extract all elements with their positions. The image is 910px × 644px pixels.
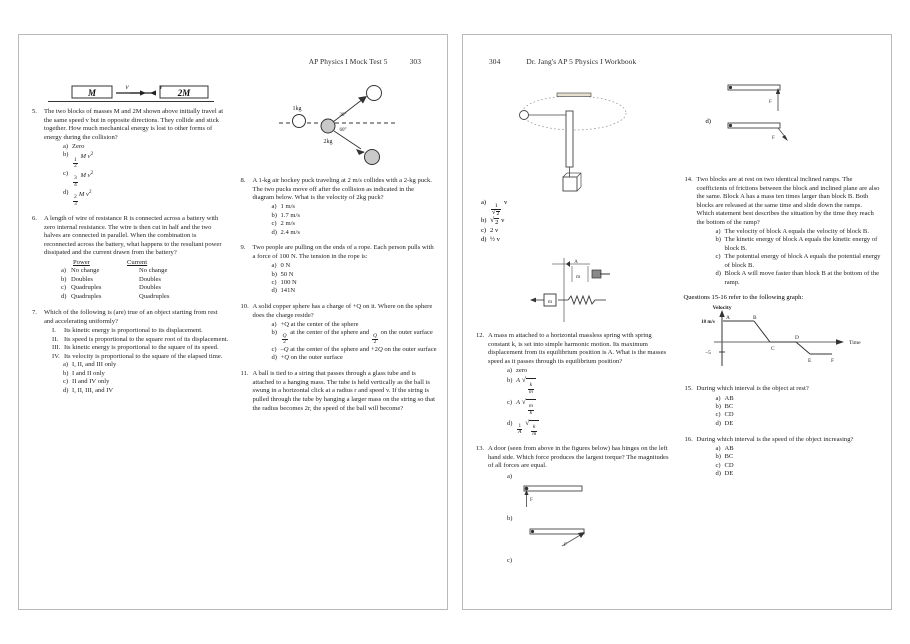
right-page-number: 304 xyxy=(489,57,501,66)
question-6-answer-table xyxy=(61,259,229,302)
choice-text: The potential energy of block A equals the potential energy of block B. xyxy=(724,253,881,269)
choice[interactable] xyxy=(272,321,438,329)
svg-text:30°: 30° xyxy=(339,113,347,118)
choice[interactable] xyxy=(481,236,673,244)
choice-label: d) xyxy=(63,386,69,394)
choice-label: b) xyxy=(507,377,513,385)
choice[interactable] xyxy=(272,220,438,228)
choice[interactable] xyxy=(716,411,882,419)
choice-text: $\frac{Q}{2}$ at the center of the sphere and $\frac{Q}{2}$ on the outer surface xyxy=(282,329,433,346)
svg-text:F: F xyxy=(768,100,772,105)
svg-text:F: F xyxy=(830,358,834,365)
question-10-number: 10. xyxy=(240,303,249,311)
question-7 xyxy=(31,309,229,395)
question-6-stem: A length of wire of resistance R is connected across a battery with zero internal resistance. The wire is then cut in half and the two halves are connected in parallel. When the combination is reconnected across the battery, what happens to the resultant power dissipated and the current drawn from the battery? xyxy=(44,214,222,257)
choice-label: c) xyxy=(271,220,277,228)
choice-label: d) xyxy=(61,293,67,300)
choice-label: a) xyxy=(715,444,721,452)
question-7-stem: Which of the following is (are) true of an object starting from rest and accelerating uniformly? xyxy=(44,309,218,325)
question-7-number: 7. xyxy=(32,309,37,317)
choice[interactable] xyxy=(272,203,438,211)
choice-label: b) xyxy=(63,369,69,377)
choice[interactable] xyxy=(716,253,882,270)
question-12 xyxy=(475,332,673,437)
question-8-choices xyxy=(272,203,438,237)
choice-label: a) xyxy=(271,262,277,270)
choice-text: ½ v xyxy=(490,235,500,243)
cell-current: Doubles xyxy=(139,284,161,292)
question-15-stem: During which interval is the object at rest? xyxy=(696,385,809,393)
choice-label: c) xyxy=(715,253,721,261)
choice[interactable] xyxy=(272,279,438,287)
svg-text:F: F xyxy=(771,136,775,141)
choice-text: 141N xyxy=(280,287,296,295)
question-9-number: 9. xyxy=(240,244,246,252)
svg-text:B: B xyxy=(752,315,757,322)
choice[interactable] xyxy=(63,143,229,151)
left-page-column-2 xyxy=(240,77,438,603)
svg-text:E: E xyxy=(807,358,811,365)
choice[interactable] xyxy=(716,470,882,478)
choice-text: A √ $\frac{k}{m}$ xyxy=(516,377,673,395)
choice[interactable] xyxy=(63,170,229,189)
table-row[interactable] xyxy=(61,267,229,276)
choice[interactable] xyxy=(63,370,229,378)
question-9 xyxy=(240,244,438,295)
choice-text: II and IV only xyxy=(72,378,110,386)
choice-text: 50 N xyxy=(280,270,294,278)
choice[interactable] xyxy=(507,396,673,417)
choice-text: AB xyxy=(724,394,734,402)
choice-text: 1.7 m/s xyxy=(280,211,300,219)
choice[interactable] xyxy=(63,189,229,208)
question-8 xyxy=(240,177,438,237)
svg-text:m: m xyxy=(575,274,581,281)
figure-door-b xyxy=(526,524,673,558)
choice-label: d) xyxy=(715,470,721,478)
statement-numeral: I. xyxy=(52,327,56,335)
figure-spring-mass xyxy=(475,256,673,326)
question-7-choices xyxy=(63,361,229,395)
cell-power: Doubles xyxy=(71,275,93,283)
choice-label: c) xyxy=(271,345,277,353)
choice-text: CD xyxy=(724,411,734,419)
choice-label-c[interactable]: c) xyxy=(507,557,513,565)
svg-text:−5: −5 xyxy=(704,350,711,357)
question-16-stem: During which interval is the speed of the object increasing? xyxy=(696,435,854,443)
question-14-number: 14. xyxy=(684,176,693,183)
choice-label: c) xyxy=(715,411,721,419)
choice-text: zero xyxy=(516,367,528,375)
svg-text:D: D xyxy=(794,335,799,342)
choice-text: –Q at the center of the sphere and +2Q on the outer surface xyxy=(280,345,437,353)
choice[interactable] xyxy=(481,227,673,235)
left-page-column-1 xyxy=(31,77,229,603)
right-page-running-head xyxy=(489,57,636,66)
choice-text: 0 N xyxy=(280,262,291,270)
choice[interactable] xyxy=(63,378,229,386)
choice[interactable] xyxy=(272,229,438,237)
choice-label: a) xyxy=(507,367,513,375)
choice-label: c) xyxy=(715,461,721,469)
figure-door-c xyxy=(724,81,882,120)
svg-text:60°: 60° xyxy=(339,128,347,133)
choice-text: 2.4 m/s xyxy=(280,228,300,236)
choice[interactable] xyxy=(63,151,229,170)
choice-label: c) xyxy=(61,284,67,292)
choice-label: d) xyxy=(715,419,721,427)
figure-door-d xyxy=(724,119,882,154)
svg-text:v: v xyxy=(159,83,163,91)
question-10-stem: A solid copper sphere has a charge of +Q on it. Where on the sphere does the charge reside? xyxy=(252,303,433,319)
choice-text: Block A will move faster than block B at the bottom of the ramp. xyxy=(724,270,880,286)
choice-text: $\frac{3}{4}$ M $v^2$ xyxy=(74,169,94,188)
choice-text: I and II only xyxy=(72,369,105,377)
choice-label: c) xyxy=(271,278,277,286)
question-11-stem: A ball is tied to a siring that passes through a glass tube and is attached to a hanging mass. The tube is held vertically as the ball is swung in a horizontal click at a radius r and speed v. If the string is pulled through the tube by hanging a larger mass on the string so that the radius becomes 2r, the speed of the ball will become? xyxy=(252,370,435,412)
table-row[interactable] xyxy=(61,284,229,293)
choice-label: b) xyxy=(63,151,69,159)
choice[interactable] xyxy=(272,346,438,354)
cell-current: No change xyxy=(139,267,168,275)
choice[interactable] xyxy=(272,287,438,295)
choice[interactable] xyxy=(272,271,438,279)
choice-text: $\frac{1}{A}$ √ $\frac{k}{m}$ xyxy=(516,420,673,438)
svg-text:10 m/s: 10 m/s xyxy=(700,320,715,326)
figure-two-blocks xyxy=(31,81,229,105)
graph-lead-in: Questions 15-16 refer to the following graph: xyxy=(683,294,804,302)
choice-label: c) xyxy=(481,227,487,235)
question-5-choices xyxy=(63,143,229,208)
choice[interactable] xyxy=(716,395,882,403)
question-13-number: 13. xyxy=(476,445,485,453)
choice-label: a) xyxy=(271,203,277,211)
svg-text:F: F xyxy=(564,542,567,548)
choice-text: $\frac{1}{2}$ M $v^2$ xyxy=(74,151,94,170)
choice-label: b) xyxy=(481,217,487,225)
choice[interactable] xyxy=(716,445,882,453)
question-14-stem: Two blocks are at rest on two identical inclined ramps. The coefficients of frictions between the block and inclined plane are also the same. Block A has a mass ten times larger than block B. Both blocks are released at the same time and slide down the ramps. Which statement best describes the situation by the time they reach the bottom of the ramp? xyxy=(696,176,880,226)
question-5 xyxy=(31,108,229,207)
cell-power: No change xyxy=(71,267,100,275)
svg-text:2kg: 2kg xyxy=(323,139,333,145)
svg-text:C: C xyxy=(770,346,775,353)
question-15-choices xyxy=(716,395,882,429)
question-11-choices xyxy=(481,199,673,244)
choice-label: d) xyxy=(715,270,721,278)
choice-label: b) xyxy=(271,270,277,278)
cell-current: Doubles xyxy=(139,275,161,283)
choice-label: d) xyxy=(271,228,277,236)
choice[interactable] xyxy=(507,417,673,438)
question-7-statements xyxy=(52,327,229,361)
choice-label: b) xyxy=(715,453,721,461)
table-header-row xyxy=(61,259,229,268)
choice-label: c) xyxy=(63,169,69,177)
table-row[interactable] xyxy=(61,276,229,285)
question-14 xyxy=(684,176,882,287)
choice-text: A √ $\frac{m}{k}$ xyxy=(516,399,673,417)
question-12-number: 12. xyxy=(476,332,485,340)
statement-numeral: IV. xyxy=(52,352,60,360)
question-5-number: 5. xyxy=(32,108,37,115)
svg-text:1kg: 1kg xyxy=(292,106,302,112)
choice-text: I, II, III, and IV xyxy=(72,386,114,394)
question-5-stem: The two blocks of masses M and 2M shown above initially travel at the same speed v but in opposite directions. They collide and stick together. How much mechanical energy is lost to other forms of energy during the collision? xyxy=(44,108,224,141)
question-9-choices xyxy=(272,262,438,296)
choice-text: The velocity of block A equals the velocity of block B. xyxy=(724,227,869,235)
question-10-choices xyxy=(272,321,438,363)
question-13-stem: A door (seen from above in the figures below) has hinges on the left hand side. Which force produces the largest torque? The magnitudes of all forces are equal. xyxy=(488,445,669,470)
question-15-number: 15. xyxy=(684,385,693,393)
choice-text: +Q on the outer surface xyxy=(280,354,343,362)
svg-text:M: M xyxy=(87,88,96,98)
statement-text: Its kinetic energy is proportional to the square of its speed. xyxy=(64,344,219,352)
choice-text: $\frac{2}{3}$ M $v^2$ xyxy=(74,188,92,207)
figure-puck-collision xyxy=(240,83,438,171)
statement-text: Its speed is proportional to the square root of its displacement. xyxy=(64,335,229,343)
choice-label: c) xyxy=(63,378,69,386)
choice-text: 1 √ 2 v xyxy=(492,199,508,217)
choice-label: d) xyxy=(481,235,487,243)
right-page xyxy=(462,34,892,610)
statement-numeral: III. xyxy=(52,344,61,352)
choice-text: BC xyxy=(724,402,734,410)
left-page-columns xyxy=(31,77,437,603)
right-page-column-1 xyxy=(475,77,673,603)
choice-text: +Q at the center of the sphere xyxy=(280,320,359,328)
question-12-stem: A mass m attached to a horizontal massless spring with spring constant k, is set into simple harmonic motion. Its maximum displacement from its equilibrium position is A. What is the masses speed as it passes through its equilibrium position? xyxy=(488,332,667,365)
right-page-columns xyxy=(475,77,881,603)
choice-label: b) xyxy=(61,275,67,283)
choice-label: a) xyxy=(61,267,67,275)
statement xyxy=(52,336,229,344)
choice[interactable] xyxy=(716,403,882,411)
choice-text: DE xyxy=(724,470,734,478)
choice-label: d) xyxy=(271,354,277,362)
svg-text:v: v xyxy=(125,83,129,91)
svg-text:A: A xyxy=(725,315,730,322)
choice-label: d) xyxy=(63,188,69,196)
figure-ball-tube xyxy=(475,85,673,195)
statement-text: Its velocity is proportional to the square of the elapsed time. xyxy=(64,352,223,360)
choice-label: a) xyxy=(63,142,69,150)
table-row[interactable] xyxy=(61,293,229,302)
choice[interactable] xyxy=(272,212,438,220)
svg-text:m: m xyxy=(547,299,552,306)
choice-text: Zero xyxy=(72,142,85,150)
choice-label: a) xyxy=(481,199,487,206)
left-page-number: 303 xyxy=(409,57,421,66)
cell-current: Quadruples xyxy=(139,293,170,300)
question-11 xyxy=(240,370,438,413)
question-13 xyxy=(475,445,673,566)
choice-label-b[interactable]: b) xyxy=(507,514,513,522)
statement xyxy=(52,353,229,361)
left-running-title: AP Physics I Mock Test 5 xyxy=(308,57,388,66)
statement-text: Its kinetic energy is proportional to its displacement. xyxy=(64,327,203,335)
question-6-number: 6. xyxy=(32,214,37,222)
choice-label: a) xyxy=(63,361,69,369)
cell-power: Quadruples xyxy=(71,293,102,300)
choice-label-d[interactable]: d) xyxy=(705,118,711,125)
question-10 xyxy=(240,303,438,363)
choice[interactable] xyxy=(481,217,673,227)
choice-label: d) xyxy=(271,287,277,295)
cell-power: Quadruples xyxy=(71,284,102,292)
question-9-stem: Two people are pulling on the ends of a rope. Each person pulls with a force of 100 N. The tension in the rope is: xyxy=(252,244,434,260)
question-16 xyxy=(684,436,882,479)
question-8-number: 8. xyxy=(240,177,246,184)
choice[interactable] xyxy=(63,387,229,395)
choice-label: b) xyxy=(715,402,721,410)
statement xyxy=(52,327,229,335)
choice-text: √ 2 v xyxy=(490,215,505,226)
choice-label: b) xyxy=(271,211,277,219)
choice-label: c) xyxy=(507,398,513,406)
choice-label: b) xyxy=(271,329,277,337)
svg-text:Velocity: Velocity xyxy=(711,305,732,312)
question-8-stem: A 1-kg air hockey puck traveling at 2 m/s collides with a 2-kg puck. The two pucks move off after the collision as indicated in the diagram below. What is the velocity of 2kg puck? xyxy=(252,177,432,202)
choice-label: a) xyxy=(715,394,721,402)
right-page-column-2 xyxy=(684,77,882,603)
column-header-current: Current xyxy=(127,258,148,266)
choice-label: d) xyxy=(507,419,513,427)
choice-text: 100 N xyxy=(280,278,297,286)
svg-text:A: A xyxy=(573,260,578,266)
question-16-number: 16. xyxy=(684,435,693,443)
choice-label: b) xyxy=(715,236,721,244)
question-12-choices xyxy=(507,367,673,438)
choice-label: a) xyxy=(715,227,721,235)
choice-text: AB xyxy=(724,444,734,452)
column-header-power: Power xyxy=(73,258,90,266)
question-15 xyxy=(684,385,882,428)
choice-text: I, II, and III only xyxy=(72,361,117,369)
figure-door-a xyxy=(518,481,673,515)
choice[interactable] xyxy=(716,228,882,236)
left-page-running-head xyxy=(309,57,421,66)
statement xyxy=(52,344,229,352)
right-running-title: Dr. Jang's AP 5 Physics I Workbook xyxy=(526,57,637,66)
choice-label-a[interactable]: a) xyxy=(507,472,513,480)
choice[interactable] xyxy=(716,236,882,253)
choice-text: 2 v xyxy=(490,227,499,235)
choice[interactable] xyxy=(481,199,673,217)
question-14-choices xyxy=(716,228,882,287)
choice-text: CD xyxy=(724,461,734,469)
left-page xyxy=(18,34,448,610)
velocity-time-graph xyxy=(692,304,882,381)
choice-text: 1 m/s xyxy=(280,203,295,211)
choice[interactable] xyxy=(716,270,882,287)
statement-numeral: II. xyxy=(52,335,59,343)
choice[interactable] xyxy=(272,262,438,270)
choice[interactable] xyxy=(63,361,229,369)
choice-text: DE xyxy=(724,419,734,427)
choice-text: BC xyxy=(724,453,734,461)
choice-text: The kinetic energy of block A equals the kinetic energy of block B. xyxy=(724,236,878,252)
question-16-choices xyxy=(716,445,882,479)
choice-label: a) xyxy=(271,320,277,328)
svg-text:F: F xyxy=(530,498,533,504)
choice[interactable] xyxy=(716,462,882,470)
choice[interactable] xyxy=(272,354,438,362)
choice[interactable] xyxy=(272,329,438,346)
choice[interactable] xyxy=(716,453,882,461)
choice[interactable] xyxy=(507,377,673,395)
choice-text: 2 m/s xyxy=(280,220,295,228)
question-6 xyxy=(31,215,229,302)
svg-text:Time: Time xyxy=(848,340,861,347)
svg-text:2M: 2M xyxy=(177,88,191,98)
choice[interactable] xyxy=(716,420,882,428)
choice[interactable] xyxy=(507,367,673,375)
question-11-number: 11. xyxy=(240,370,249,378)
